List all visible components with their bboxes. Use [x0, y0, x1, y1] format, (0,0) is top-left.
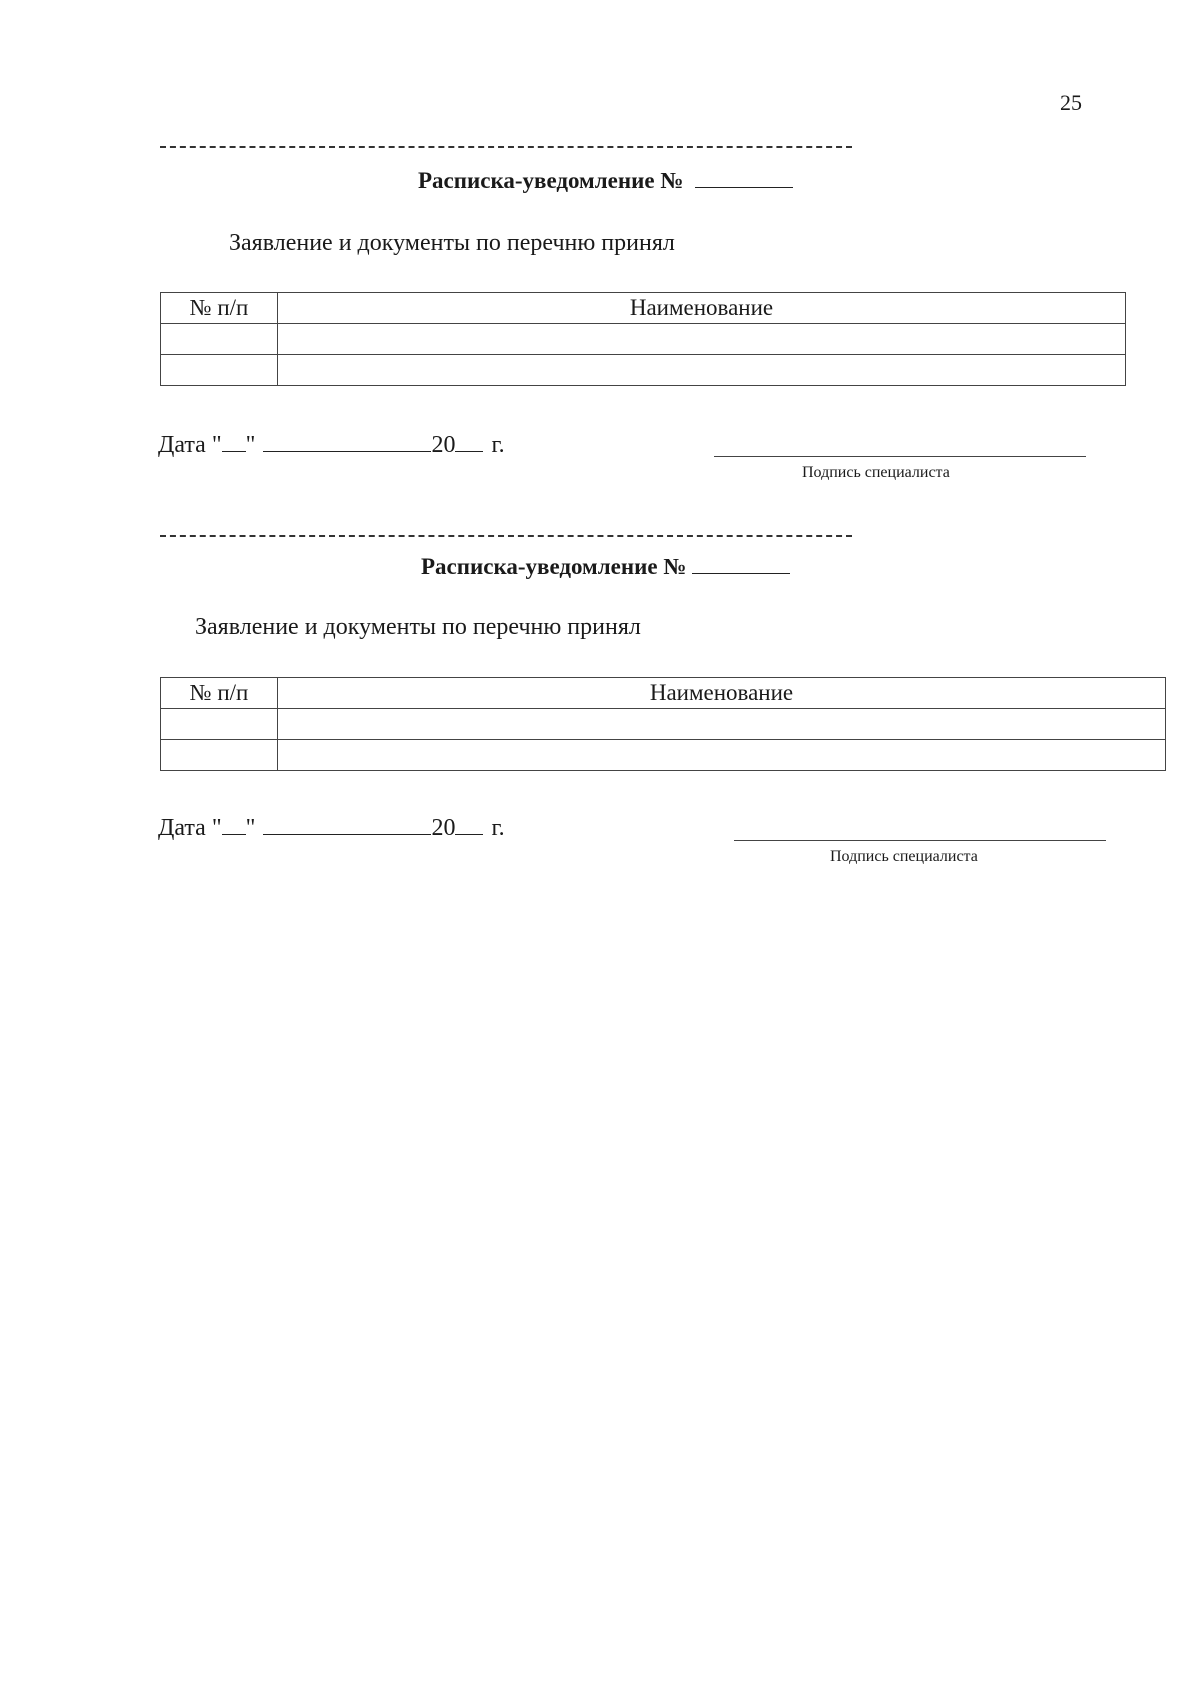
- year-blank[interactable]: [455, 816, 483, 835]
- table-cell[interactable]: [161, 740, 278, 771]
- year-prefix: 20: [431, 432, 456, 458]
- signature-line[interactable]: [734, 840, 1106, 841]
- year-blank[interactable]: [455, 433, 483, 452]
- table-header-row: [161, 678, 1166, 709]
- column-header-number: № п/п: [161, 293, 278, 324]
- table-cell[interactable]: [278, 324, 1126, 355]
- receipt-title-text: Расписка-уведомление №: [418, 168, 684, 193]
- date-label: Дата ": [158, 432, 222, 458]
- date-line: [158, 432, 505, 459]
- table-header-row: [161, 293, 1126, 324]
- page-number: 25: [1060, 90, 1082, 115]
- receipt-title: [421, 554, 790, 580]
- table-cell[interactable]: [278, 740, 1166, 771]
- year-prefix: 20: [431, 815, 456, 841]
- receipt-title: [418, 168, 793, 194]
- receipt-intro: Заявление и документы по перечню принял: [229, 230, 675, 256]
- cut-line: [160, 146, 852, 148]
- column-header-name: Наименование: [278, 678, 1166, 709]
- column-header-number: № п/п: [161, 678, 278, 709]
- day-blank[interactable]: [222, 433, 246, 452]
- receipt-number-blank[interactable]: [692, 555, 790, 574]
- table-row: [161, 740, 1166, 771]
- table-cell[interactable]: [161, 709, 278, 740]
- receipt-title-text: Расписка-уведомление №: [421, 554, 687, 579]
- receipt-number-blank[interactable]: [695, 169, 793, 188]
- table-cell[interactable]: [161, 355, 278, 386]
- documents-table: [160, 677, 1166, 771]
- cut-line: [160, 535, 852, 537]
- table-cell[interactable]: [278, 709, 1166, 740]
- day-blank[interactable]: [222, 816, 246, 835]
- table-cell[interactable]: [278, 355, 1126, 386]
- year-suffix: г.: [491, 432, 505, 458]
- date-close-quote: ": [245, 432, 256, 458]
- month-blank[interactable]: [263, 816, 431, 835]
- month-blank[interactable]: [263, 433, 431, 452]
- table-row: [161, 709, 1166, 740]
- table-row: [161, 324, 1126, 355]
- table-cell[interactable]: [161, 324, 278, 355]
- documents-table: [160, 292, 1126, 386]
- year-suffix: г.: [491, 815, 505, 841]
- date-label: Дата ": [158, 815, 222, 841]
- signature-label: Подпись специалиста: [802, 464, 950, 481]
- column-header-name: Наименование: [278, 293, 1126, 324]
- receipt-intro: Заявление и документы по перечню принял: [195, 614, 641, 640]
- signature-label: Подпись специалиста: [830, 848, 978, 865]
- table-row: [161, 355, 1126, 386]
- date-close-quote: ": [245, 815, 256, 841]
- signature-line[interactable]: [714, 456, 1086, 457]
- date-line: [158, 815, 505, 842]
